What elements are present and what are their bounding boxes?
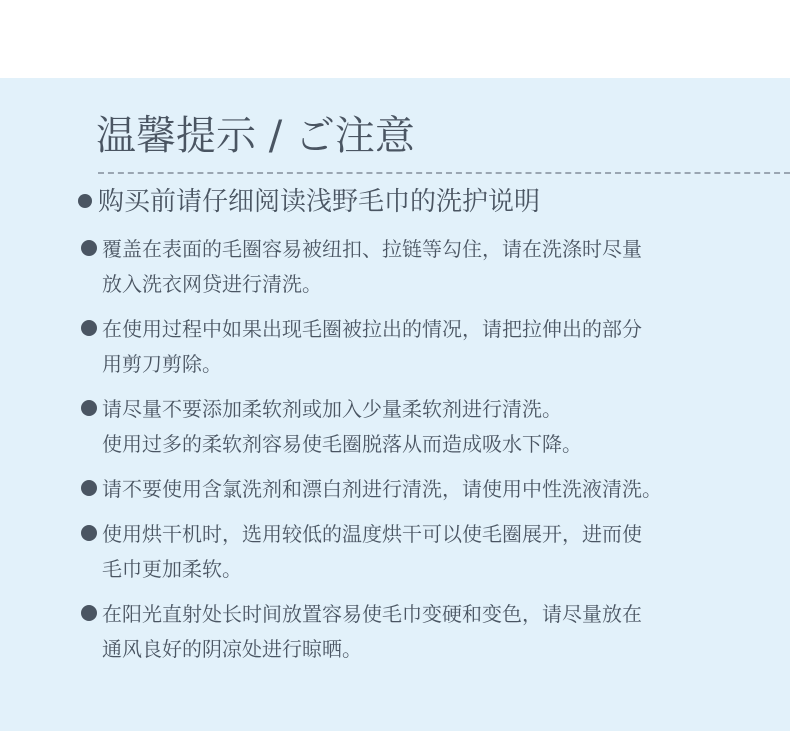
tip-line: 请不要使用含氯洗剂和漂白剂进行清洗，请使用中性洗液清洗。 [102,477,662,501]
tip-line: 在使用过程中如果出现毛圈被拉出的情况，请把拉伸出的部分 [102,317,642,341]
tip-line: 毛巾更加柔软。 [102,557,242,581]
page-title: 温馨提示 / ご注意 [96,113,415,159]
tip-line: 使用过多的柔软剂容易使毛圈脱落从而造成吸水下降。 [102,432,582,456]
subtitle [78,184,540,220]
bullet-dot-icon [81,605,97,621]
tip-line: 覆盖在表面的毛圈容易被纽扣、拉链等勾住，请在洗涤时尽量 [102,237,642,261]
bullet-dot-icon [81,320,97,336]
tip-line: 使用烘干机时，选用较低的温度烘干可以使毛圈展开，进而使 [102,522,642,546]
bullet-dot-icon [81,525,97,541]
care-tips-panel [0,78,790,731]
tip-item [78,312,728,382]
tips-list [78,232,728,677]
tip-item [78,392,728,462]
tip-line: 请尽量不要添加柔软剂或加入少量柔软剂进行清洗。 [102,397,562,421]
bullet-dot-icon [81,240,97,256]
bullet-dot-icon [81,400,97,416]
dashed-divider [98,172,790,174]
tip-item [78,472,728,507]
subtitle-text: 购买前请仔细阅读浅野毛巾的洗护说明 [98,187,541,217]
tip-item [78,232,728,302]
bullet-dot-icon [78,194,92,208]
tip-item [78,517,728,587]
bullet-dot-icon [81,480,97,496]
tip-item [78,597,728,667]
tip-line: 放入洗衣网贷进行清洗。 [102,272,322,296]
tip-line: 在阳光直射处长时间放置容易使毛巾变硬和变色，请尽量放在 [102,602,642,626]
tip-line: 通风良好的阴凉处进行晾晒。 [102,637,362,661]
tip-line: 用剪刀剪除。 [102,352,222,376]
